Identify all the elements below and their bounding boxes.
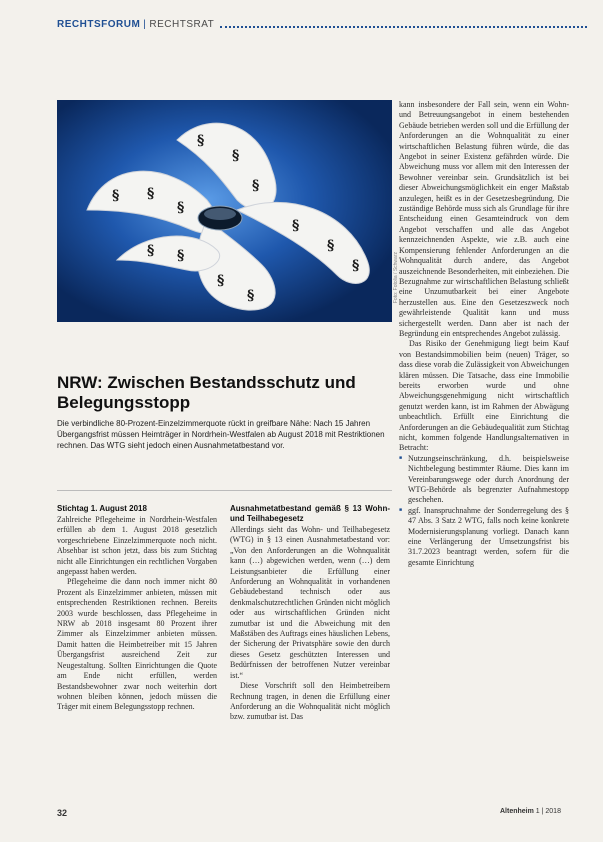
column-1-paragraph-1: Zahlreiche Pflegeheime in Nordrhein-Westfalen erfüllen ab dem 1. August 2018 gesetzlich vorgeschriebene Einzelzimmerquote noch nicht. Absehbar ist schon jetzt, dass bis zum Stichtag nicht alle Einrichtungen ein rechtlichen Vorgaben angepasst haben werden.: [57, 515, 217, 577]
article-photo: [57, 100, 392, 322]
svg-text:§: §: [177, 248, 185, 264]
column-3-paragraph-2: Das Risiko der Genehmigung liegt beim Kauf von Bestandsimmobilien beim (neuen) Träger, so dass diese vorab die Zulässigkeit von Abweichungen klären müssen. Die Tatsache, dass eine Immobilie bereits erworben wurde und ohne Abweichungsgenehmigung nicht wirtschaftlich genutzt werden kann, ist im Rahmen der Abwägung unbeachtlich. Erfüllt eine Einrichtung die Anforderungen an die Gebäudequalität zum Stichtag nicht, kommen folgende Handlungsalternativen in Betracht:: [399, 339, 569, 453]
text-column-2: [230, 504, 390, 804]
subsection-label: RECHTSRAT: [149, 18, 215, 30]
svg-text:§: §: [147, 186, 155, 202]
column-3-paragraph-1: kann insbesondere der Fall sein, wenn ein Wohn- und Betreuungsangebot in einem bestehenden Gebäude betrieben werden soll und die Erfüllung der Anforderungen an die Wohnqualität zu einer wirtschaftlichen Belastung führen würde, die das Angebot in seiner Existenz gefährden würde. Die Abweichung muss vor allem mit den Interessen der Bewohner vereinbar sein. Grundsätzlich ist bei dieser Abweichungsmöglichkeit ein enger Maßstab anzulegen, heißt es in der Gesetzesbegründung. Die zuständige Behörde muss sich als Grundlage für ihre Entscheidung einen Gesamteindruck von dem Angebot verschaffen und alle das Angebot kennzeichnenden Aspekte, wie z.B. auch eine Kompensierung fehlender Anforderungen an die Wohnqualität durch andere, das Angebot auszeichnende Besonderheiten, mit einbeziehen. Die Bezugnahme zur wirtschaftlichen Belastung schließt eine Unzumutbarkeit bei einer Angebote herzustellen aus. Eine den Gesetzeszweck noch gewährleistende Qualität kann und muss sichergestellt werden. Dann aber ist nach der Begründung ein entsprechendes Angebot zulässig.: [399, 100, 569, 338]
photo-credit: Foto: Fotolia / Schwarz: [393, 252, 399, 304]
magazine-footer: [500, 808, 561, 815]
column-1-paragraph-2: Pflegeheime die dann noch immer nicht 80 Prozent als Einzelzimmer anbieten, müssen mit entsprechenden Restriktionen rechnen. Bereits 2003 wurde beschlossen, dass Pflegeheime in NRW ab 2018 insgesamt 80 Prozent ihrer Zimmer als Einzelzimmer anbieten müssen. Damit hatten die Heimbetreiber mit 15 Jahren Übergangsfrist ausreichend Zeit zur Neugestaltung. Sollten Einrichtungen die Quote am Ende nicht erfüllen, werden Bestandsbewohner zwar noch weiterhin dort wohnen bleiben können, jedoch müssen die Träger mit einem Belegungsstopp rechnen.: [57, 577, 217, 712]
svg-text:§: §: [232, 148, 240, 164]
svg-text:§: §: [197, 133, 205, 149]
issue-number: 1 | 2018: [535, 808, 561, 815]
header-dotted-rule: [220, 20, 587, 28]
svg-text:§: §: [327, 238, 335, 254]
svg-text:§: §: [252, 178, 260, 194]
svg-text:§: §: [292, 218, 300, 234]
column-2-heading: Ausnahmetatbestand gemäß § 13 Wohn- und Teilhabegesetz: [230, 504, 390, 523]
list-item: ■ Nutzungseinschränkung, d.h. beispielsweise Nichtbelegung bestimmter Räume. Dies kann im Vereinbarungswege oder durch Anordnung der WTG-Behörde als begrenzter Aufnahmestopp geschehen.: [408, 454, 569, 506]
svg-text:§: §: [217, 273, 225, 289]
paragraph-ribbon-illustration: [57, 100, 392, 322]
column-2-paragraph-1: Allerdings sieht das Wohn- und Teilhabegesetz (WTG) in § 13 einen Ausnahmetatbestand vor: „Von den Anforderungen an die Wohnqualität kann (…) abgewichen werden, wenn (…) dem Leistungsanbieter die Erfüllung einer Anforderung an Wohnqualität in vorhandenen Gebäudebestand technisch oder aus denkmalschutzrechtlichen Gründen nicht möglich oder aus wirtschaftlichen Gründen nicht zumutbar ist und die Abweichung mit den Maßstäben des Auftrags eines häuslichen Lebens, der Sicherung der Privatsphäre sowie den durch dieses Gesetz geschützten Interessen und Bedürfnissen der betroffenen Nutzer vereinbar ist.“: [230, 525, 390, 680]
section-label: RECHTSFORUM: [57, 18, 141, 30]
svg-text:§: §: [352, 258, 360, 274]
magazine-name: Altenheim: [500, 808, 534, 815]
section-separator: |: [143, 18, 147, 30]
svg-text:§: §: [112, 188, 120, 204]
section-header: [57, 16, 587, 32]
page-number: 32: [57, 808, 68, 818]
column-1-heading: Stichtag 1. August 2018: [57, 504, 147, 513]
svg-text:§: §: [147, 243, 155, 259]
text-column-3: [399, 100, 569, 805]
text-column-1: [57, 504, 217, 804]
alternatives-list: [399, 454, 569, 568]
svg-text:§: §: [247, 288, 255, 304]
column-2-paragraph-2: Diese Vorschrift soll den Heimbetreibern Rechnung tragen, in denen die Erfüllung einer Anforderung an die Wohnqualität nicht möglich bzw. zumutbar ist. Das: [230, 681, 390, 722]
article-headline: NRW: Zwischen Bestandsschutz und Belegungsstopp: [57, 373, 356, 412]
article-lead: Die verbindliche 80-Prozent-Einzelzimmerquote rückt in greifbare Nähe: Nach 15 Jahren Übergangsfrist müssen Heimträger in Nordrhein-Westfalen ab August 2018 mit Restriktionen rechnen. Das WTG sieht jedoch einen Ausnahmetatbestand vor.: [57, 419, 385, 450]
lead-divider: [57, 490, 392, 491]
list-item: ■ ggf. Inanspruchnahme der Sonderregelung des § 47 Abs. 3 Satz 2 WTG, falls noch keine konkrete Modernisierungsplanung vorliegt. Danach kann eine Verlängerung der Umsetzungsfrist bis 31.7.2023 beantragt werden, sofern für die gesamte Einrichtung: [408, 506, 569, 568]
svg-text:§: §: [177, 200, 185, 216]
